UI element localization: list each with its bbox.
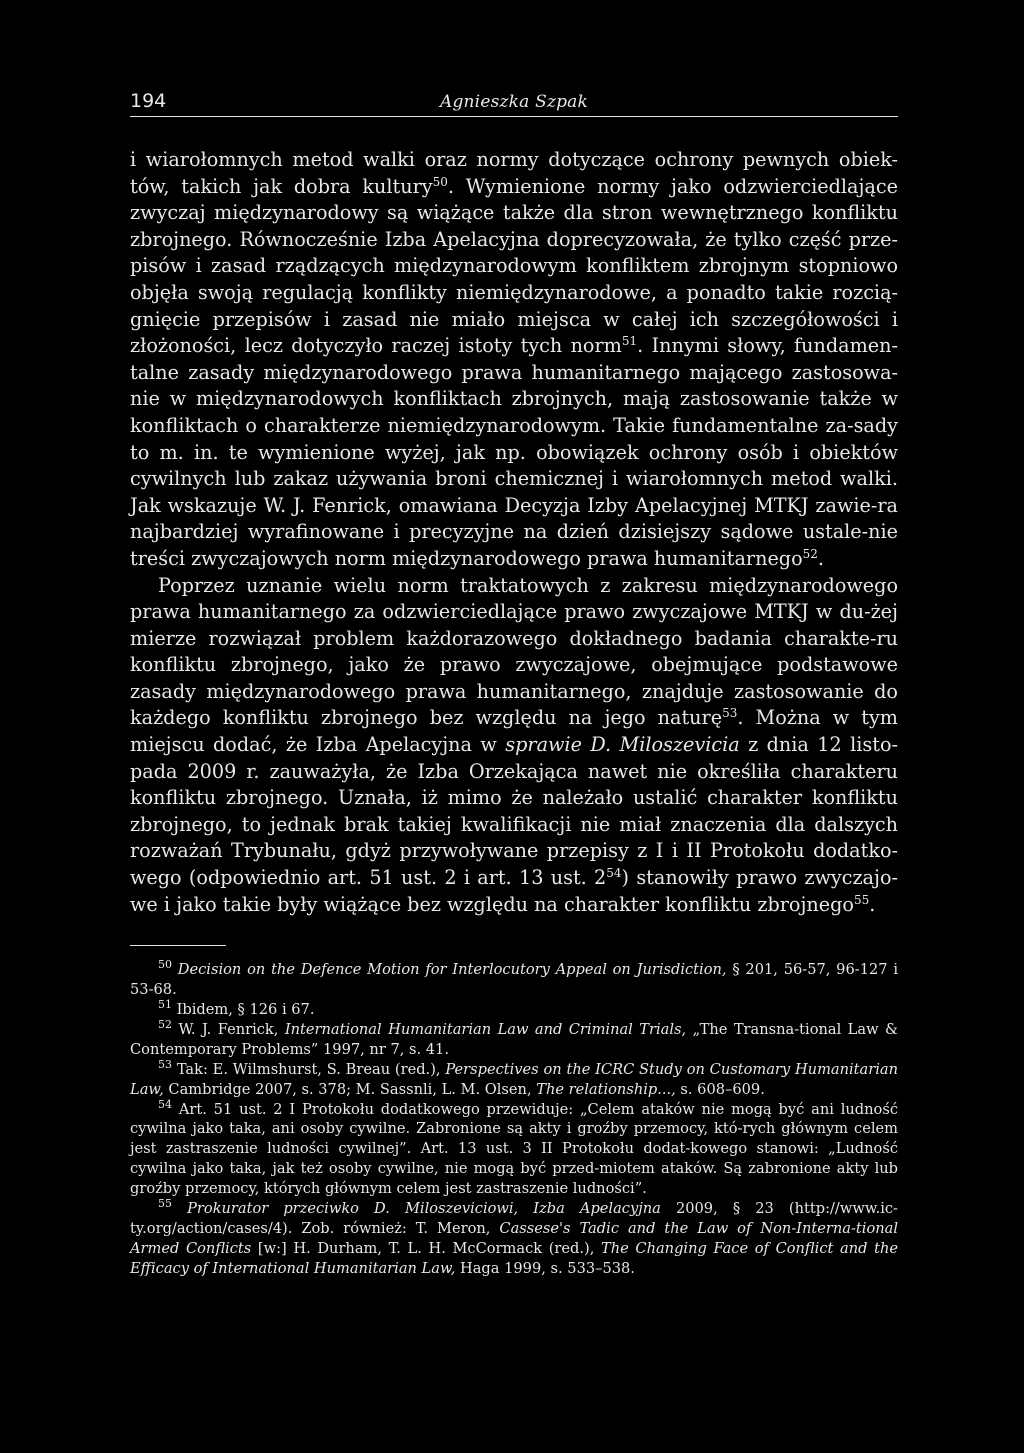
footnote-ref: 55 xyxy=(853,892,870,907)
footnote-ref: 54 xyxy=(606,866,622,881)
footnote-number: 52 xyxy=(158,1017,172,1031)
citation-title: The Changing Face of Conflict and the Efficacy of International Humanitarian Law, xyxy=(130,1239,898,1277)
footnote-separator xyxy=(130,945,226,946)
citation-title: International Humanitarian Law and Criminal Trials xyxy=(284,1020,682,1038)
text-run: ) stanowiły prawo zwyczajo-we i jako takie były wiążące bez względu na charakter konfliktu zbrojnego xyxy=(130,866,898,916)
text-run: Tak: E. Wilmshurst, S. Breau (red.), xyxy=(176,1060,446,1078)
text-run: [w:] H. Durham, T. L. H. McCormack (red.), xyxy=(251,1239,601,1257)
text-run: Poprzez uznanie wielu norm traktatowych z zakresu międzynarodowego prawa humanitarnego za odzwierciedlające prawo zwyczajowe MTKJ w du-żej mierze rozwiązał problem każdorazowego dokładnego badania charakte-ru konfliktu zbrojnego, jako że prawo zwyczajowe, obejmujące podstawowe zasady międzynarodowego prawa humanitarnego, znajduje zastosowanie do każdego konfliktu zbrojnego bez względu na jego naturę xyxy=(130,573,898,730)
text-run: W. J. Fenrick, xyxy=(178,1020,285,1038)
text-run: . xyxy=(817,546,825,570)
footnote-55 xyxy=(130,1199,898,1279)
text-run: Cambridge 2007, s. 378; M. Sassnli, L. M. Olsen, xyxy=(163,1080,537,1098)
running-head: 194 Agnieszka Szpak xyxy=(130,90,898,117)
case-name: sprawie D. Miloszevicia xyxy=(505,733,740,757)
citation-title: Decision on the Defence Motion for Interlocutory Appeal on Jurisdiction, xyxy=(177,961,727,979)
paragraph xyxy=(130,147,898,573)
running-head-author: Agnieszka Szpak xyxy=(439,92,589,112)
footnote-number: 50 xyxy=(158,958,172,972)
footnote-number: 55 xyxy=(158,1197,172,1211)
footnote-54 xyxy=(130,1097,898,1200)
text-run: . Innymi słowy, fundamen-talne zasady międzynarodowego prawa humanitarnego mającego zastosowa-nie w międzynarodowych konfliktach zbrojnych, mają zastosowanie także w konfliktach o charakterze niemiędzynarodowym. Takie fundamentalne za-sady to m. in. te wymienione wyżej, jak np. obowiązek ochrony osób i obiektów cywilnych lub zakaz używania broni chemicznej i wiarołomnych metod walki. Jak wskazuje W. J. Fenrick, omawiana Decyzja Izby Apelacyjnej MTKJ zawie-ra najbardziej wyrafinowane i precyzyjne na dzień dzisiejszy sądowe ustale-nie treści zwyczajowych norm międzynarodowego prawa humanitarnego xyxy=(130,334,898,570)
citation-title: Cassese's Tadic and the Law of Non-Interna-tional Armed Conflicts xyxy=(130,1220,899,1257)
footnote-52 xyxy=(130,1017,898,1060)
paragraph xyxy=(130,573,898,919)
footnote-50 xyxy=(130,960,898,1000)
footnote-51 xyxy=(130,1000,898,1020)
footnote-number: 54 xyxy=(158,1097,172,1111)
text-run: 2009, § 23 (http://www.ic-ty.org/action/cases/4). Zob. również: T. Meron, xyxy=(130,1200,898,1237)
book-page xyxy=(130,90,898,1279)
text-run: Haga 1999, s. 533–538. xyxy=(455,1259,635,1277)
text-run: Art. 51 ust. 2 I Protokołu dodatkowego przewiduje: „Celem ataków nie mogą być ani ludność cywilna jako taka, ani osoby cywilne. Zabronione są akty i groźby przemocy, któ-rych głównym celem jest zastraszenie ludności cywilnej”. Art. 13 ust. 3 II Protokołu dodat-kowego stanowi: „Ludność cywilna jako taka, jak też osoby cywilne, nie mogą być przed-miotem ataków. Są zabronione akty lub groźby przemocy, których głównym celem jest zastraszenie ludności”. xyxy=(130,1100,898,1198)
text-run: i wiarołomnych metod walki oraz normy dotyczące ochrony pewnych obiek-tów, takich jak dobra kultury xyxy=(130,148,898,198)
text-run: , „The Transna-tional Law & Contemporary Problems” 1997, nr 7, s. 41. xyxy=(130,1020,898,1058)
footnote-ref: 51 xyxy=(621,334,638,349)
text-run: . Można w tym miejscu dodać, że Izba Apelacyjna w xyxy=(130,706,898,757)
footnote-number: 51 xyxy=(158,998,172,1012)
citation-title: The relationship..., xyxy=(536,1080,676,1098)
main-text xyxy=(130,147,898,918)
citation-title: Perspectives on the ICRC Study on Customary Humanitarian Law, xyxy=(130,1060,898,1098)
text-run: . Wymienione normy jako odzwierciedlające zwyczaj międzynarodowy są wiążące także dla stron wewnętrznego konfliktu zbrojnego. Równocześnie Izba Apelacyjna doprecyzowała, że tylko część prze-pisów i zasad rządzących międzynarodowym konfliktem zbrojnym stopniowo objęła swoją regulacją konflikty niemiędzynarodowe, a ponadto takie rozcią-gnięcie przepisów i zasad nie miało miejsca w całej ich szczegółowości i złożoności, lecz dotyczyło raczej istoty tych norm xyxy=(130,174,898,358)
footnotes xyxy=(130,960,898,1279)
footnote-ref: 53 xyxy=(722,706,738,721)
footnote-number: 53 xyxy=(158,1057,172,1071)
citation-title: Prokurator przeciwko D. Miloszeviciowi, Izba Apelacyjna xyxy=(187,1200,661,1218)
text-run: Ibidem, § 126 i 67. xyxy=(176,1001,315,1019)
text-run: z dnia 12 listo-pada 2009 r. zauważyła, że Izba Orzekająca nawet nie określiła charakteru konfliktu zbrojnego. Uznała, iż mimo że należało ustalić charakter konfliktu zbrojnego, to jednak brak takiej kwalifikacji nie miał znaczenia dla dalszych rozważań Trybunału, gdyż przywoływane przepisy z I i II Protokołu dodatko-wego (odpowiednio art. 51 ust. 2 i art. 13 ust. 2 xyxy=(130,733,898,890)
text-run: . xyxy=(869,892,876,916)
footnote-ref: 50 xyxy=(432,174,448,189)
text-run: s. 608–609. xyxy=(675,1080,765,1098)
text-run: § 201, 56-57, 96-127 i 53-68. xyxy=(130,961,898,999)
footnote-ref: 52 xyxy=(802,546,818,561)
footnote-53 xyxy=(130,1057,898,1100)
